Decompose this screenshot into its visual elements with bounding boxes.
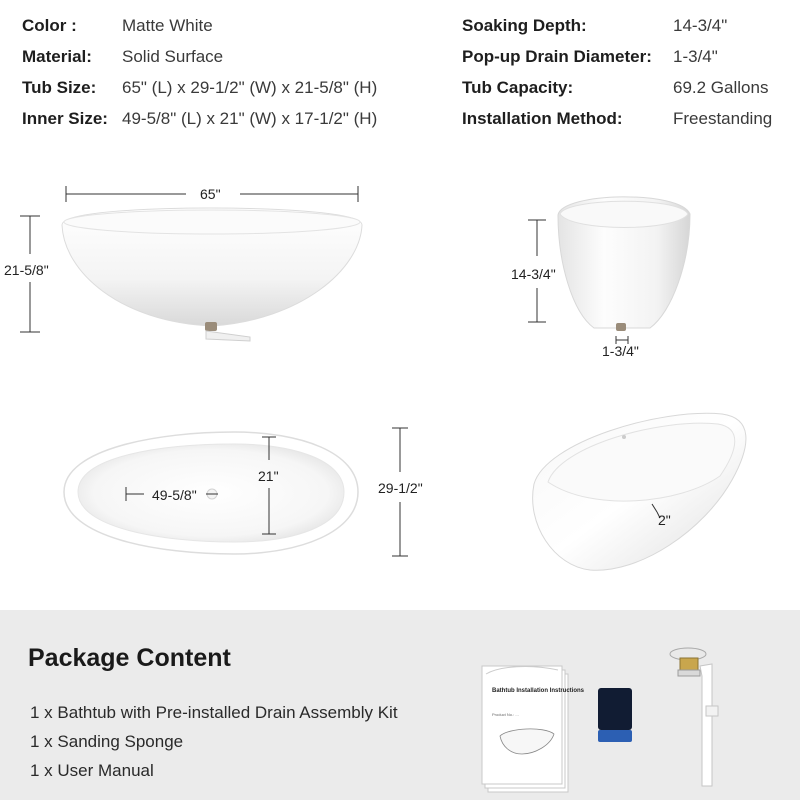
spec-inner-size-label: Inner Size:	[22, 109, 108, 128]
user-manual-image	[470, 660, 585, 800]
spec-color-label: Color :	[22, 16, 77, 35]
overflow-hole	[622, 435, 626, 439]
dim-rim-label: 2"	[658, 512, 671, 528]
drain-pipe-side	[206, 331, 250, 341]
spec-inner-size-value: 49-5/8" (L) x 21" (W) x 17-1/2" (H)	[122, 109, 378, 128]
spec-installation-label: Installation Method:	[462, 109, 623, 128]
manual-title: Bathtub Installation Instructions	[492, 688, 585, 694]
drain-kit-image	[666, 646, 726, 796]
dim-inner-length-label: 49-5/8"	[152, 487, 197, 503]
package-item-sponge: 1 x Sanding Sponge	[30, 732, 184, 751]
drain-fitting-front	[616, 323, 626, 331]
manual-subtitle: Product No.: ...	[492, 712, 519, 717]
spec-installation-value: Freestanding	[673, 109, 773, 128]
dim-length-label: 65"	[200, 186, 221, 202]
package-content-section	[0, 610, 800, 800]
tub-perspective-view	[533, 413, 746, 570]
dim-height-label: 21-5/8"	[4, 262, 49, 278]
dim-soaking-depth-label: 14-3/4"	[511, 266, 556, 282]
spec-color-value: Matte White	[122, 16, 213, 35]
tub-side-view	[62, 208, 362, 341]
spec-soaking-depth-value: 14-3/4"	[673, 16, 728, 35]
spec-material-label: Material:	[22, 47, 92, 66]
spec-material-value: Solid Surface	[122, 47, 224, 66]
spec-tub-size-value: 65" (L) x 29-1/2" (W) x 21-5/8" (H)	[122, 78, 378, 97]
tub-top-view	[64, 432, 358, 554]
package-title: Package Content	[28, 644, 231, 672]
spec-soaking-depth-label: Soaking Depth:	[462, 16, 587, 35]
dim-inner-width-label: 21"	[258, 468, 279, 484]
spec-capacity-label: Tub Capacity:	[462, 78, 574, 97]
package-item-manual: 1 x User Manual	[30, 761, 154, 780]
spec-tub-size-label: Tub Size:	[22, 78, 97, 97]
dim-drain-diameter-label: 1-3/4"	[602, 343, 639, 359]
dim-width-label: 29-1/2"	[378, 480, 423, 496]
spec-capacity-value: 69.2 Gallons	[673, 78, 769, 97]
sanding-sponge-image	[596, 686, 636, 746]
spec-drain-diameter-value: 1-3/4"	[673, 47, 718, 66]
drain-fitting-side	[205, 322, 217, 331]
spec-drain-diameter-label: Pop-up Drain Diameter:	[462, 47, 652, 66]
tub-front-view	[558, 197, 690, 331]
package-item-bathtub: 1 x Bathtub with Pre-installed Drain Assembly Kit	[30, 703, 398, 722]
